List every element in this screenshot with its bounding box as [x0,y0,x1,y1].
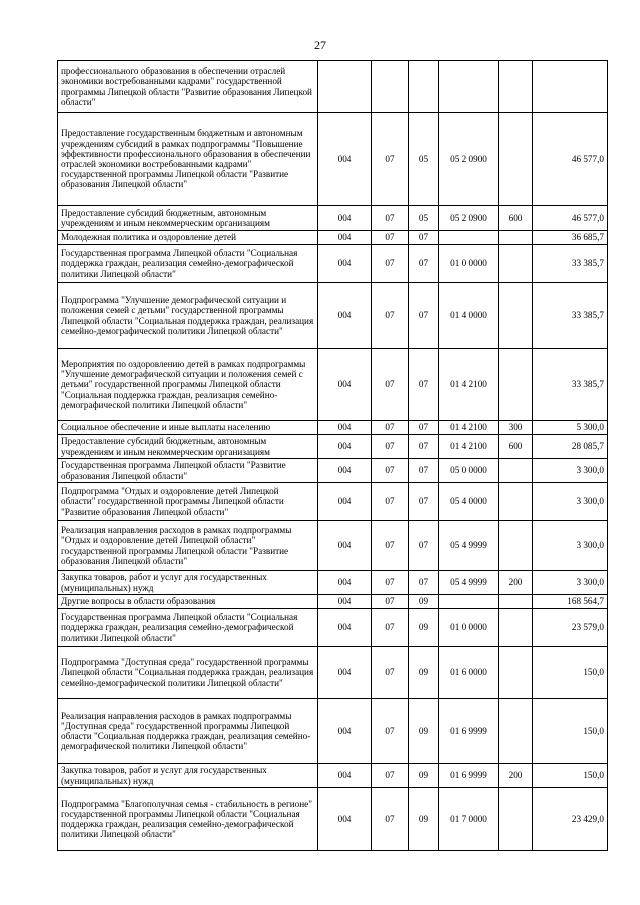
row-admin-code-cell: 004 [318,421,372,435]
row-target-code-cell: 05 4 9999 [439,571,499,595]
row-section-code-cell: 07 [372,764,409,788]
row-admin-code-cell [318,61,372,113]
row-target-code-cell: 05 0 0000 [439,459,499,483]
row-subsection-code-cell: 05 [409,113,439,206]
row-section-code-cell: 07 [372,283,409,349]
row-section-code-cell: 07 [372,609,409,647]
row-amount-cell: 28 085,7 [533,435,608,459]
row-admin-code-cell: 004 [318,206,372,231]
row-name-cell: Предоставление субсидий бюджетным, автономным учреждениям и иным некоммерческим организациям [58,206,318,231]
row-subsection-code-cell [409,61,439,113]
table-row [58,61,608,113]
row-target-code-cell: 01 4 2100 [439,349,499,421]
row-amount-cell: 23 579,0 [533,609,608,647]
row-name-cell: Предоставление государственным бюджетным и автономным учреждениям субсидий в рамках подпрограммы "Повышение эффективности профессионального образования в обеспечении отраслей экономики востребованными кадрами" государственной программы Липецкой области "Развитие образования Липецкой области" [58,113,318,206]
table-row [58,609,608,647]
row-target-code-cell: 01 4 2100 [439,421,499,435]
table-row [58,283,608,349]
budget-table [57,60,608,851]
row-expense-type-cell [499,113,533,206]
row-name-cell: Социальное обеспечение и иные выплаты населению [58,421,318,435]
row-expense-type-cell [499,283,533,349]
row-name-cell: Предоставление субсидий бюджетным, автономным учреждениям и иным некоммерческим организациям [58,435,318,459]
row-name-cell: Закупка товаров, работ и услуг для государственных (муниципальных) нужд [58,571,318,595]
row-target-code-cell [439,61,499,113]
table-row [58,459,608,483]
table-row [58,231,608,245]
row-subsection-code-cell: 07 [409,571,439,595]
row-target-code-cell: 01 7 0000 [439,788,499,851]
row-expense-type-cell [499,788,533,851]
row-target-code-cell: 01 0 0000 [439,245,499,283]
row-amount-cell: 23 429,0 [533,788,608,851]
page-number: 27 [314,38,326,52]
table-row [58,788,608,851]
row-target-code-cell: 05 4 9999 [439,521,499,571]
row-admin-code-cell: 004 [318,283,372,349]
row-subsection-code-cell: 07 [409,483,439,521]
row-admin-code-cell: 004 [318,699,372,764]
row-expense-type-cell: 600 [499,435,533,459]
row-amount-cell: 46 577,0 [533,113,608,206]
row-amount-cell: 168 564,7 [533,595,608,609]
row-expense-type-cell [499,521,533,571]
row-expense-type-cell [499,245,533,283]
row-amount-cell: 150,0 [533,699,608,764]
row-admin-code-cell: 004 [318,483,372,521]
row-expense-type-cell [499,349,533,421]
row-amount-cell: 3 300,0 [533,571,608,595]
row-section-code-cell: 07 [372,647,409,699]
row-expense-type-cell [499,699,533,764]
row-target-code-cell: 01 4 0000 [439,283,499,349]
table-row [58,764,608,788]
row-admin-code-cell: 004 [318,571,372,595]
row-target-code-cell: 05 2 0900 [439,113,499,206]
row-amount-cell: 33 385,7 [533,283,608,349]
row-expense-type-cell [499,647,533,699]
row-section-code-cell: 07 [372,349,409,421]
row-section-code-cell: 07 [372,206,409,231]
row-admin-code-cell: 004 [318,609,372,647]
row-name-cell: Государственная программа Липецкой области "Социальная поддержка граждан, реализация семейно-демографической политики Липецкой области" [58,245,318,283]
row-admin-code-cell: 004 [318,459,372,483]
row-admin-code-cell: 004 [318,231,372,245]
row-name-cell: Подпрограмма "Доступная среда" государственной программы Липецкой области "Социальная поддержка граждан, реализация семейно-демографической политики Липецкой области" [58,647,318,699]
row-name-cell: Реализация направления расходов в рамках подпрограммы "Доступная среда" государственной программы Липецкой области "Социальная поддержка граждан, реализация семейно-демографической политики Липецкой области" [58,699,318,764]
row-expense-type-cell [499,61,533,113]
row-subsection-code-cell: 07 [409,521,439,571]
row-amount-cell: 3 300,0 [533,521,608,571]
row-expense-type-cell: 600 [499,206,533,231]
row-name-cell: профессионального образования в обеспечении отраслей экономики востребованными кадрами" государственной программы Липецкой области "Развитие образования Липецкой области" [58,61,318,113]
table-row [58,647,608,699]
row-section-code-cell: 07 [372,595,409,609]
row-subsection-code-cell: 09 [409,788,439,851]
table-row [58,595,608,609]
row-admin-code-cell: 004 [318,647,372,699]
row-subsection-code-cell: 07 [409,349,439,421]
row-target-code-cell [439,595,499,609]
row-name-cell: Подпрограмма "Улучшение демографической ситуации и положения семей с детьми" государственной программы Липецкой области "Социальная поддержка граждан, реализация семейно-демографической политики Липецкой области" [58,283,318,349]
row-target-code-cell: 01 6 9999 [439,699,499,764]
row-target-code-cell: 01 6 9999 [439,764,499,788]
row-subsection-code-cell: 07 [409,435,439,459]
row-section-code-cell: 07 [372,699,409,764]
row-subsection-code-cell: 07 [409,283,439,349]
row-admin-code-cell: 004 [318,595,372,609]
row-amount-cell: 3 300,0 [533,483,608,521]
table-row [58,571,608,595]
row-section-code-cell: 07 [372,483,409,521]
row-expense-type-cell: 200 [499,571,533,595]
row-section-code-cell: 07 [372,245,409,283]
row-amount-cell: 5 300,0 [533,421,608,435]
row-subsection-code-cell: 09 [409,595,439,609]
row-amount-cell: 150,0 [533,764,608,788]
row-name-cell: Мероприятия по оздоровлению детей в рамках подпрограммы "Улучшение демографической ситуации и положения семей с детьми" государственной программы Липецкой области "Социальная поддержка граждан, реализация семейно-демографической политики Липецкой области" [58,349,318,421]
row-subsection-code-cell: 09 [409,609,439,647]
row-admin-code-cell: 004 [318,349,372,421]
row-amount-cell: 46 577,0 [533,206,608,231]
row-section-code-cell: 07 [372,571,409,595]
table-row [58,699,608,764]
row-expense-type-cell [499,595,533,609]
row-admin-code-cell: 004 [318,521,372,571]
row-name-cell: Подпрограмма "Благополучная семья - стабильность в регионе" государственной программы Липецкой области "Социальная поддержка граждан, реализация семейно-демографической политики Липецкой области" [58,788,318,851]
table-row [58,421,608,435]
table-row [58,435,608,459]
row-expense-type-cell: 300 [499,421,533,435]
row-name-cell: Другие вопросы в области образования [58,595,318,609]
row-target-code-cell: 01 0 0000 [439,609,499,647]
row-section-code-cell: 07 [372,113,409,206]
row-admin-code-cell: 004 [318,788,372,851]
row-target-code-cell: 01 6 0000 [439,647,499,699]
row-section-code-cell: 07 [372,435,409,459]
row-amount-cell: 33 385,7 [533,245,608,283]
row-expense-type-cell: 200 [499,764,533,788]
row-amount-cell [533,61,608,113]
row-section-code-cell: 07 [372,459,409,483]
row-section-code-cell: 07 [372,421,409,435]
row-subsection-code-cell: 09 [409,699,439,764]
row-expense-type-cell [499,609,533,647]
row-amount-cell: 33 385,7 [533,349,608,421]
table-row [58,349,608,421]
row-amount-cell: 36 685,7 [533,231,608,245]
row-admin-code-cell: 004 [318,764,372,788]
table-row [58,206,608,231]
row-amount-cell: 150,0 [533,647,608,699]
table-row [58,483,608,521]
row-name-cell: Реализация направления расходов в рамках подпрограммы "Отдых и оздоровление детей Липецкой области" государственной программы Липецкой области "Развитие образования Липецкой области" [58,521,318,571]
row-subsection-code-cell: 07 [409,245,439,283]
row-target-code-cell: 05 2 0900 [439,206,499,231]
row-section-code-cell: 07 [372,231,409,245]
row-admin-code-cell: 004 [318,113,372,206]
row-subsection-code-cell: 05 [409,206,439,231]
row-name-cell: Государственная программа Липецкой области "Социальная поддержка граждан, реализация семейно-демографической политики Липецкой области" [58,609,318,647]
row-section-code-cell: 07 [372,788,409,851]
row-amount-cell: 3 300,0 [533,459,608,483]
row-name-cell: Закупка товаров, работ и услуг для государственных (муниципальных) нужд [58,764,318,788]
table-row [58,521,608,571]
table-row [58,113,608,206]
row-expense-type-cell [499,459,533,483]
row-expense-type-cell [499,483,533,521]
row-name-cell: Молодежная политика и оздоровление детей [58,231,318,245]
row-subsection-code-cell: 09 [409,764,439,788]
row-subsection-code-cell: 09 [409,647,439,699]
row-subsection-code-cell: 07 [409,421,439,435]
row-admin-code-cell: 004 [318,245,372,283]
row-target-code-cell: 01 4 2100 [439,435,499,459]
row-name-cell: Государственная программа Липецкой области "Развитие образования Липецкой области" [58,459,318,483]
row-admin-code-cell: 004 [318,435,372,459]
row-subsection-code-cell: 07 [409,459,439,483]
row-expense-type-cell [499,231,533,245]
row-section-code-cell [372,61,409,113]
table-row [58,245,608,283]
row-target-code-cell: 05 4 0000 [439,483,499,521]
row-name-cell: Подпрограмма "Отдых и оздоровление детей Липецкой области" государственной программы Липецкой области "Развитие образования Липецкой области" [58,483,318,521]
row-target-code-cell [439,231,499,245]
row-section-code-cell: 07 [372,521,409,571]
budget-table-body [58,61,608,851]
row-subsection-code-cell: 07 [409,231,439,245]
